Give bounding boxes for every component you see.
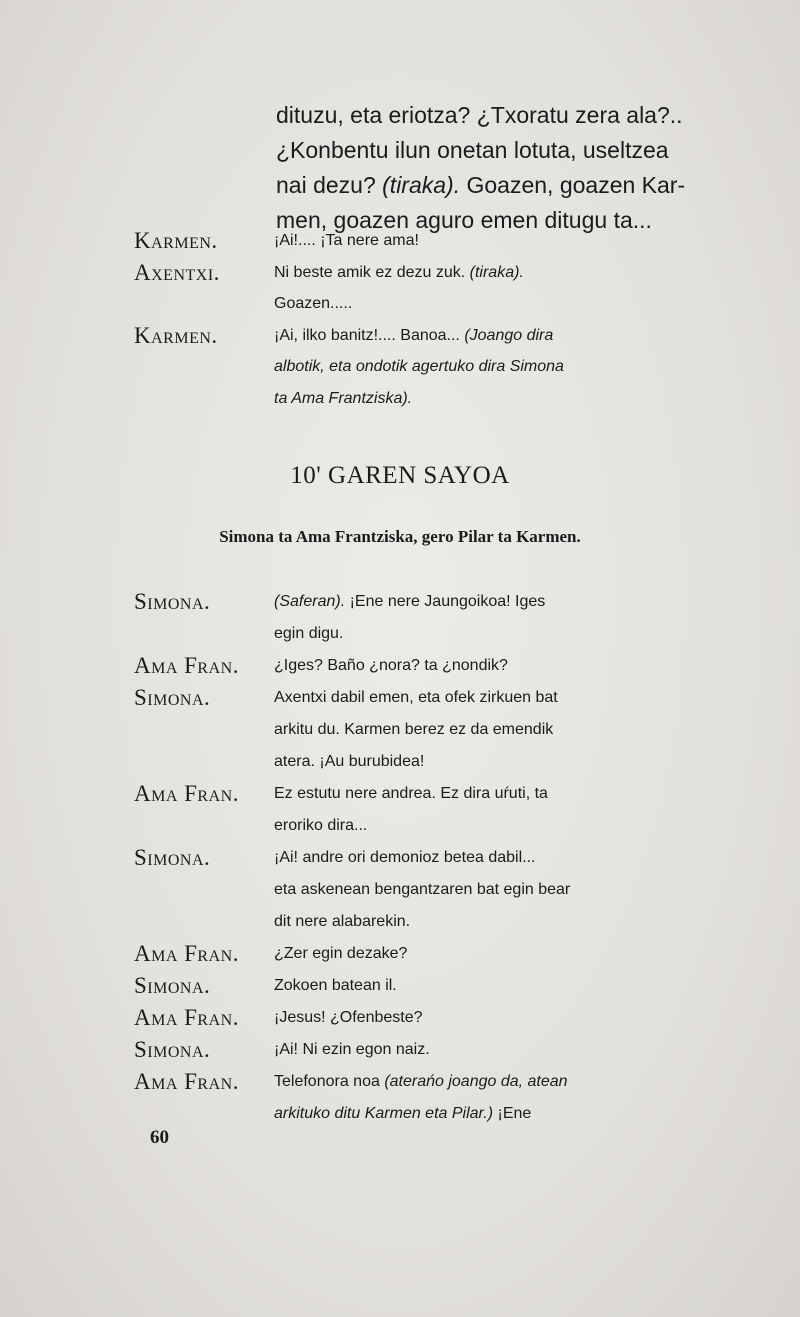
text-line: nai dezu? (tiraka). Goazen, goazen Kar-	[276, 172, 686, 198]
dialogue-line: ¡Ai, ilko banitz!.... Banoa... (Joango dira	[274, 326, 554, 344]
text-line: ¿Konbentu ilun onetan lotuta, useltzea	[276, 137, 669, 163]
dialogue-line: Axentxi dabil emen, eta ofek zirkuen bat	[274, 689, 558, 706]
speaker-name: Ama Fran.	[134, 1005, 239, 1030]
dialogue-line: Ez estutu nere andrea. Ez dira uŕuti, ta	[274, 785, 548, 802]
speaker-name: Simona.	[134, 973, 211, 998]
dialogue-line: ¿Zer egin dezake?	[274, 945, 408, 962]
speaker-name: Axentxi.	[134, 259, 220, 285]
dialogue-line: ¡Ai! Ni ezin egon naiz.	[274, 1041, 430, 1058]
dialogue-line: ¡Ai!.... ¡Ta nere ama!	[274, 232, 419, 249]
speaker-name: Karmen.	[134, 228, 218, 253]
speaker-name: Simona.	[134, 1037, 211, 1062]
dialogue-line: ¡Ai! andre ori demonioz betea dabil...	[274, 849, 536, 866]
page-number: 60	[150, 1127, 169, 1148]
dialogue-line: eta askenean bengantzaren bat egin bear	[274, 881, 571, 898]
dialogue-line: arkitu du. Karmen berez ez da emendik	[274, 721, 554, 738]
dialogue-line	[274, 351, 752, 383]
stage-direction: (Saferan).	[274, 593, 346, 610]
dialogue-line: egin digu.	[274, 625, 344, 642]
stage-direction: (aterańo joango da, atean	[384, 1073, 568, 1090]
speaker-name: Ama Fran.	[134, 653, 239, 678]
speaker-name: Simona.	[134, 685, 211, 710]
dialogue-line: ¡Jesus! ¿Ofenbeste?	[274, 1009, 423, 1026]
scene-characters: Simona ta Ama Frantziska, gero Pilar ta Karmen.	[219, 527, 581, 546]
dialogue-line: eroriko dira...	[274, 817, 368, 834]
dialogue-line: (Saferan). ¡Ene nere Jaungoikoa! Iges	[274, 593, 546, 610]
speaker-name: Ama Fran.	[134, 1069, 239, 1094]
scene-title: 10' GAREN SAYOA	[290, 462, 510, 489]
dialogue-line: Goazen.....	[274, 295, 353, 312]
speaker-name: Simona.	[134, 845, 211, 870]
text-line: men, goazen aguro emen ditugu ta...	[276, 207, 652, 233]
dialogue-line: atera. ¡Au burubidea!	[274, 753, 425, 770]
continued-dialogue	[276, 98, 756, 238]
speaker-name: Simona.	[134, 589, 211, 614]
speaker-name: Ama Fran.	[134, 781, 239, 806]
stage-direction: albotik, eta ondotik agertuko dira Simona	[274, 358, 564, 375]
dialogue-line: Zokoen batean il.	[274, 977, 397, 994]
dialogue-line: ¿Iges? Baño ¿nora? ta ¿nondik?	[274, 657, 508, 674]
stage-direction: (Joango dira	[464, 326, 554, 344]
text-line: dituzu, eta eriotza? ¿Txoratu zera ala?..	[276, 102, 683, 128]
dialogue-line: dit nere alabarekin.	[274, 913, 411, 930]
stage-direction: (tiraka).	[469, 263, 524, 281]
speaker-name: Ama Fran.	[134, 941, 239, 966]
dialogue-line: Telefonora noa (aterańo joango da, atean	[274, 1073, 568, 1090]
stage-direction: arkituko ditu Karmen eta Pilar.)	[274, 1105, 494, 1122]
stage-direction: ta Ama Frantziska).	[274, 389, 413, 407]
dialogue-line	[274, 383, 752, 415]
dialogue-line: Ni beste amik ez dezu zuk. (tiraka).	[274, 263, 524, 281]
stage-direction: (tiraka).	[382, 172, 461, 198]
speaker-name: Karmen.	[134, 322, 218, 348]
dialogue-line: arkituko ditu Karmen eta Pilar.) ¡Ene	[274, 1105, 532, 1122]
